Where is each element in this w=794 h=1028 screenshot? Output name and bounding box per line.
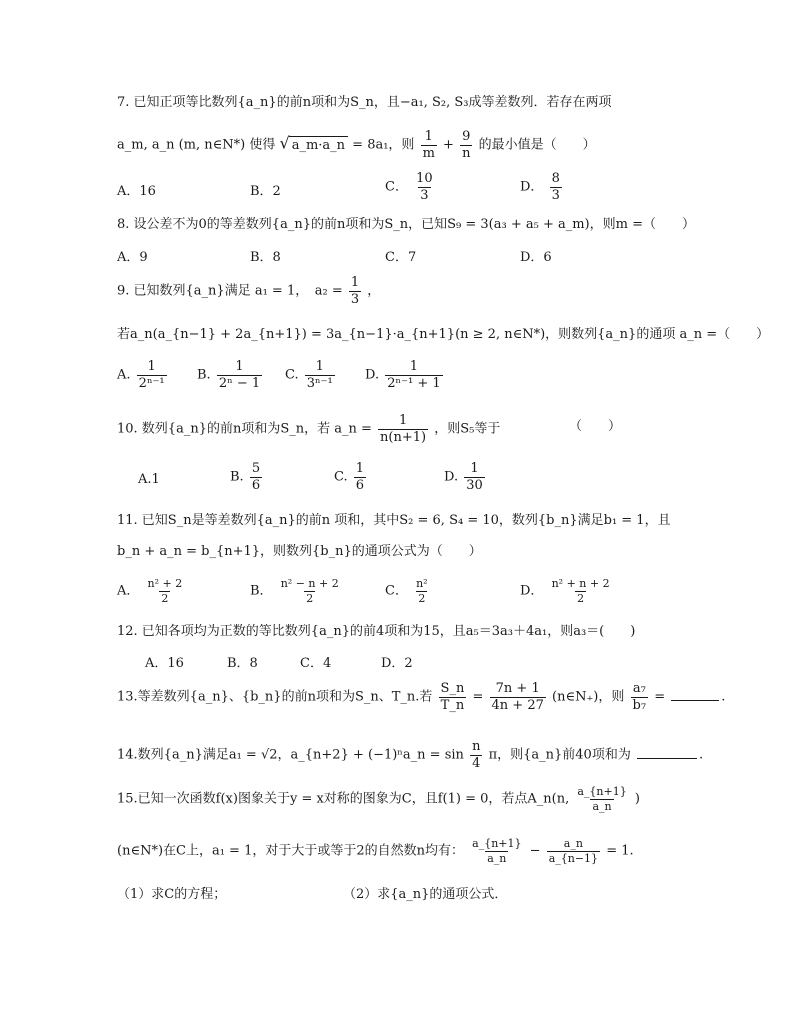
q7-options [117,172,754,206]
q10-option-c-num: 1 [355,461,365,476]
q8-option-b: B．8 [250,250,281,265]
q10-option-c-fraction [354,462,366,492]
q15-subquestions [117,888,754,901]
q8-option-c: C．7 [385,250,417,265]
q11-option-b-label: B． [250,583,273,599]
q9-option-d [365,360,445,390]
q13-f2-den: 4n + 27 [491,697,544,713]
q11-text: b_n + a_n = b_{n+1}，则数列{b_n}的通项公式为（ ） [117,544,482,559]
q13-line1 [117,682,754,712]
q9-option-b-den: 2ⁿ − 1 [218,375,261,391]
q11-option-a-num: n² + 2 [147,577,183,590]
q7-f1-den: m [422,145,435,161]
q7-fraction-1 [421,130,437,160]
q7-sqrt-content: a_m·a_n [289,136,348,152]
q11-option-a-label: A． [117,583,140,599]
q10-option-b-label: B. [230,469,244,485]
q15-line2 [117,838,754,864]
q13-fraction-ab [631,682,649,712]
q11-option-b-den: 2 [306,591,314,605]
q7-option-d-num: 8 [551,171,560,186]
q7-text: a_m, a_n (m, n∈N*) 使得 [117,137,276,153]
q9-option-d-num: 1 [409,359,419,374]
q10-option-b [230,462,264,492]
q10-options [138,462,754,496]
q9-option-d-den: 2ⁿ⁻¹ + 1 [387,375,441,391]
sqrt-sign: √ [279,133,290,153]
q10-option-b-den: 6 [251,477,261,493]
q14-text: π，则{a_n}前40项和为 [488,747,631,763]
q7-option-c-label: C． [385,179,408,195]
q9-option-a [117,360,169,390]
q7-option-d [520,172,564,202]
q14-f-den: 4 [472,755,481,771]
q7-option-b: B．2 [250,184,281,199]
q10-option-c-den: 6 [355,477,365,493]
q7-f2-den: n [462,145,471,161]
q13-fraction-st [439,682,467,712]
q9-option-a-den: 2ⁿ⁻¹ [138,375,165,391]
q9-options [117,360,754,394]
q7-option-d-fraction [550,172,562,202]
q11-option-d-fraction [550,578,612,604]
q11-option-d [520,578,614,604]
q15-f2-num: a_{n+1} [472,837,522,850]
q11-option-d-num: n² + n + 2 [551,577,610,590]
q15-text: (n∈N*)在C上，a₁ = 1，对于大于或等于2的自然数n均有： [117,843,464,859]
q13-f2-num: 7n + 1 [495,681,540,696]
q9-option-c [285,360,337,390]
q11-line1 [117,514,754,527]
q7-line1 [117,96,754,109]
q7-option-d-den: 3 [551,187,560,203]
q14-fraction [470,740,482,770]
q13-text: (n∈N₊)，则 [552,689,625,705]
q9-condition: 若a_n(a_{n−1} + 2a_{n+1}) = 3a_{n−1}·a_{n+1}(n ≥ 2, n∈N*)，则数列{a_n}的通项 a_n =（ ） [117,327,770,342]
q9-option-a-num: 1 [147,359,156,374]
q8-option-d: D．6 [520,250,552,265]
q7-f1-num: 1 [424,129,433,144]
q7-text: 的最小值是（ ） [478,137,596,153]
q10-option-d-den: 30 [466,477,483,493]
q10-option-b-fraction [250,462,262,492]
q9-option-d-fraction [385,360,442,390]
q9-option-c-label: C. [285,367,299,383]
q13-answer-blank [671,690,719,701]
q9-f-num: 1 [350,275,360,290]
q11-option-b-fraction [279,578,341,604]
q15-f1-num: a_{n+1} [577,785,627,798]
q14-line1 [117,740,754,770]
q10-answer-paren: （ ） [569,419,622,434]
q11-option-a-fraction [146,578,185,604]
q7-option-c-num: 10 [416,171,433,186]
q14-text: 14.数列{a_n}满足a₁ = √2，a_{n+2} + (−1)ⁿa_n = sin [117,747,464,763]
q9-option-b [197,360,264,390]
q10-option-a: A.1 [138,472,160,487]
q9-option-b-fraction [217,360,262,390]
q9-text: 9. 已知数列{a_n}满足 a₁ = 1， a₂ = [117,283,343,299]
q11-options [117,578,754,612]
q10-line1 [117,414,754,444]
q12-option-a: A．16 [145,656,184,671]
q10-fraction [378,414,428,444]
q15-line1 [117,786,754,812]
q14-period: . [698,747,704,763]
q10-option-d-num: 1 [470,461,479,476]
q10-option-d-fraction [464,462,485,492]
q10-option-d-label: D. [444,469,459,485]
q7-option-c-fraction [414,172,435,202]
q15-f2-den: a_n [487,851,507,865]
q15-text: ) [634,791,640,807]
q11-option-d-label: D． [520,583,544,599]
q14-f-num: n [472,739,481,754]
q11-option-a-den: 2 [161,591,169,605]
q7-option-c-den: 3 [420,187,429,203]
q7-option-a: A．16 [117,184,156,199]
q7-fraction-2 [460,130,472,160]
q11-option-c-num: n² [416,577,428,590]
q9-option-a-fraction [137,360,167,390]
q7-plus: + [443,137,454,153]
q9-option-a-label: A. [117,367,131,383]
q9-line2 [117,327,770,342]
q11-option-c-den: 2 [418,591,426,605]
q11-option-b [250,578,343,604]
q12-option-c: C．4 [300,656,332,671]
q15-fraction-a [575,786,628,812]
q10-option-d [444,462,487,492]
q10-option-c [334,462,368,492]
q11-text: 11. 已知S_n是等差数列{a_n}的前n 项和，其中S₂ = 6, S₄ = 10，数列{b_n}满足b₁ = 1，且 [117,513,671,528]
q8-options [117,246,754,280]
q13-period: . [721,689,726,705]
q13-equals: = [654,689,666,705]
q7-line2 [117,130,754,160]
q9-f-den: 3 [350,291,360,307]
q15-sub2: （2）求{a_n}的通项公式． [343,887,508,902]
q9-line1 [117,276,754,306]
q7-text: = 8a₁，则 [352,137,415,153]
q15-fraction-c [547,838,600,864]
q9-option-b-label: B. [197,367,211,383]
q10-option-b-num: 5 [251,461,261,476]
q11-option-b-num: n² − n + 2 [280,577,339,590]
q7-f2-num: 9 [462,129,471,144]
q10-text: ，则S₅等于 [434,421,501,437]
q10-option-c-label: C. [334,469,348,485]
q11-option-c [385,578,432,604]
q9-option-d-label: D. [365,367,380,383]
q10-f-num: 1 [398,413,408,428]
q13-f3-den: b₇ [632,697,647,713]
q13-fraction-ratio [490,682,546,712]
q7-text: 7. 已知正项等比数列{a_n}的前n项和为S_n，且−a₁, S₂, S₃成等差数列．若存在两项 [117,95,612,110]
q15-text: 15.已知一次函数f(x)图象关于y = x对称的图象为C，且f(1) = 0，若点A_n(n, [117,791,570,807]
q15-f1-den: a_n [592,799,612,813]
q11-option-c-label: C． [385,583,408,599]
q14-answer-blank [637,748,697,759]
q7-option-d-label: D． [520,179,544,195]
q13-text: 13.等差数列{a_n}、{b_n}的前n项和为S_n、T_n.若 [117,689,433,705]
q13-equals: = [472,689,484,705]
q10-f-den: n(n+1) [380,429,427,445]
q8-text: 8. 设公差不为0的等差数列{a_n}的前n项和为S_n，已知S₉ = 3(a₃ + a₅ + a_m)，则m =（ ） [117,217,695,232]
q12-option-d: D．2 [381,656,413,671]
q15-minus: − [529,843,541,859]
q9-option-c-num: 1 [315,359,324,374]
q11-line2 [117,545,754,558]
q13-f3-num: a₇ [632,681,646,696]
q15-f3-num: a_n [563,837,583,850]
q11-option-d-den: 2 [577,591,585,605]
q9-option-b-num: 1 [235,359,244,374]
q9-fraction [349,276,361,306]
q12-option-b: B．8 [227,656,258,671]
q8-line1 [117,218,754,231]
q8-option-a: A．9 [117,250,148,265]
q11-option-a [117,578,186,604]
q7-option-c [385,172,437,202]
q13-f1-den: T_n [440,697,465,713]
q15-fraction-b [470,838,523,864]
q15-f3-den: a_{n−1} [548,851,599,865]
q9-text: ， [367,283,381,299]
q15-sub1: （1）求C的方程； [117,887,227,902]
q10-text: 10. 数列{a_n}的前n项和为S_n，若 a_n = [117,421,372,437]
q9-option-c-den: 3ⁿ⁻¹ [306,375,333,391]
q15-text: = 1. [606,843,634,859]
q9-option-c-fraction [305,360,335,390]
q12-text: 12. 已知各项均为正数的等比数列{a_n}的前4项和为15，且a₅＝3a₃＋4a₁，则a₃＝( ) [117,624,636,639]
q12-line1 [117,625,754,638]
q13-f1-num: S_n [440,681,465,696]
q11-option-c-fraction [414,578,430,604]
